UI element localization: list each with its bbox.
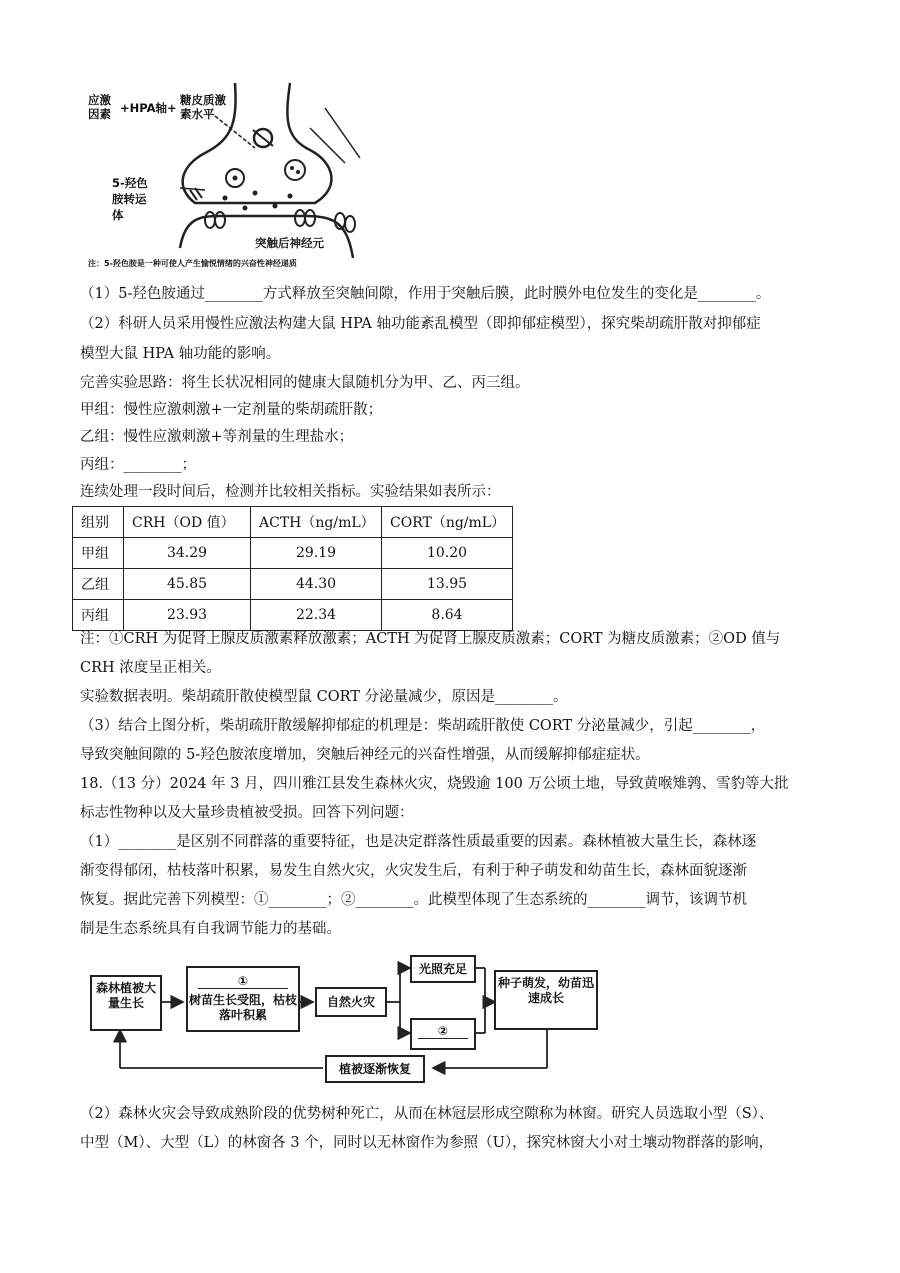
- blank-2-underline: ②: [418, 1024, 468, 1039]
- table-cell: 44.30: [251, 569, 382, 600]
- table-cell: 23.93: [124, 600, 251, 631]
- q18-part1-line1: （1）________是区别不同群落的重要特征，也是决定群落性质最重要的因素。森林植被大量生长，森林逐: [80, 834, 757, 850]
- flow-box-vegetation-recovery: 植被逐渐恢复: [325, 1055, 425, 1083]
- q17-part2-line2: 模型大鼠 HPA 轴功能的影响。: [80, 346, 281, 362]
- table-cell: 13.95: [382, 569, 513, 600]
- table-cell: 22.34: [251, 600, 382, 631]
- q17-group-a: 甲组：慢性应激刺激+一定剂量的柴胡疏肝散；: [80, 402, 383, 418]
- q17-group-c: 丙组：________；: [80, 457, 196, 473]
- table-cell: 34.29: [124, 538, 251, 569]
- flow-box-seedling-blocked: 树苗生长受阻，枯枝落叶积累: [188, 993, 297, 1022]
- table-row: [73, 538, 513, 569]
- table-cell: 8.64: [382, 600, 513, 631]
- table-header: CORT（ng/mL）: [382, 507, 513, 538]
- table-row: [73, 569, 513, 600]
- flow-box-blank-1: [186, 966, 300, 1032]
- table-note-line2: CRH 浓度呈正相关。: [80, 660, 221, 676]
- label-cort-level: 糖皮质激素水平: [180, 93, 226, 121]
- flow-box-vegetation-growth: 森林植被大量生长: [90, 975, 162, 1031]
- table-note-line1: 注：①CRH 为促肾上腺皮质激素释放激素；ACTH 为促肾上腺皮质激素；CORT 为糖皮质激素；②OD 值与: [80, 631, 781, 647]
- q17-part2-line1: （2）科研人员采用慢性应激法构建大鼠 HPA 轴功能紊乱模型（即抑郁症模型），探究柴胡疏肝散对抑郁症: [80, 316, 761, 332]
- table-header-row: [73, 507, 513, 538]
- figure-note: 注：5-羟色胺是一种可使人产生愉悦情绪的兴奋性神经递质: [88, 259, 297, 268]
- table-cell: 丙组: [73, 600, 124, 631]
- q18-part2-line2: 中型（M）、大型（L）的林窗各 3 个，同时以无林窗作为参照（U），探究林窗大小对土壤动物群落的影响，: [80, 1135, 774, 1151]
- q17-part1: （1）5-羟色胺通过________方式释放至突触间隙，作用于突触后膜，此时膜外电位发生的变化是________。: [80, 286, 771, 302]
- results-table: [72, 506, 513, 631]
- q17-data-conclusion: 实验数据表明。柴胡疏肝散使模型鼠 CORT 分泌量减少，原因是________。: [80, 689, 568, 705]
- q18-part2-line1: （2）森林火灾会导致成熟阶段的优势树种死亡，从而在林冠层形成空隙称为林窗。研究人员选取小型（S）、: [80, 1106, 774, 1122]
- label-hpa-axis: +HPA轴+: [120, 101, 177, 115]
- q18-stem-line1: 18.（13 分）2024 年 3 月，四川雅江县发生森林火灾，烧毁逾 100 万公顷土地，导致黄喉雉鹑、雪豹等大批: [80, 776, 789, 792]
- label-stress-factor: 应激因素: [88, 93, 111, 121]
- flow-box-seed-germination: 种子萌发，幼苗迅速成长: [494, 970, 598, 1030]
- table-header: ACTH（ng/mL）: [251, 507, 382, 538]
- table-cell: 乙组: [73, 569, 124, 600]
- table-header: 组别: [73, 507, 124, 538]
- table-row: [73, 600, 513, 631]
- table-cell: 10.20: [382, 538, 513, 569]
- q17-design-intro: 完善实验思路：将生长状况相同的健康大鼠随机分为甲、乙、丙三组。: [80, 375, 530, 391]
- label-5ht-transporter: 5-羟色胺转运体: [112, 176, 148, 222]
- q17-result-intro: 连续处理一段时间后，检测并比较相关指标。实验结果如表所示：: [80, 484, 501, 500]
- flow-box-sufficient-light: 光照充足: [410, 955, 476, 983]
- q17-part3-line2: 导致突触间隙的 5-羟色胺浓度增加，突触后神经元的兴奋性增强，从而缓解抑郁症症状。: [80, 747, 650, 763]
- q18-part1-line4: 制是生态系统具有自我调节能力的基础。: [80, 921, 341, 937]
- flow-box-natural-fire: 自然火灾: [315, 987, 387, 1017]
- q18-stem-line2: 标志性物种以及大量珍贵植被受损。回答下列问题：: [80, 805, 414, 821]
- table-header: CRH（OD 值）: [124, 507, 251, 538]
- q18-part1-line2: 渐变得郁闭，枯枝落叶积累，易发生自然火灾，火灾发生后，有利于种子萌发和幼苗生长，森林面貌逐渐: [80, 863, 747, 879]
- q18-part1-line3: 恢复。据此完善下列模型：①________；②________。此模型体现了生态系统的________调节，该调节机: [80, 892, 747, 908]
- q17-part3-line1: （3）结合上图分析，柴胡疏肝散缓解抑郁症的机理是：柴胡疏肝散使 CORT 分泌量减少，引起________，: [80, 718, 766, 734]
- q17-group-b: 乙组：慢性应激刺激+等剂量的生理盐水；: [80, 429, 354, 445]
- table-cell: 45.85: [124, 569, 251, 600]
- label-postsynaptic-neuron: 突触后神经元: [255, 236, 324, 250]
- table-cell: 29.19: [251, 538, 382, 569]
- flow-box-blank-2: [410, 1018, 476, 1050]
- table-cell: 甲组: [73, 538, 124, 569]
- blank-1-underline: ①: [198, 974, 288, 989]
